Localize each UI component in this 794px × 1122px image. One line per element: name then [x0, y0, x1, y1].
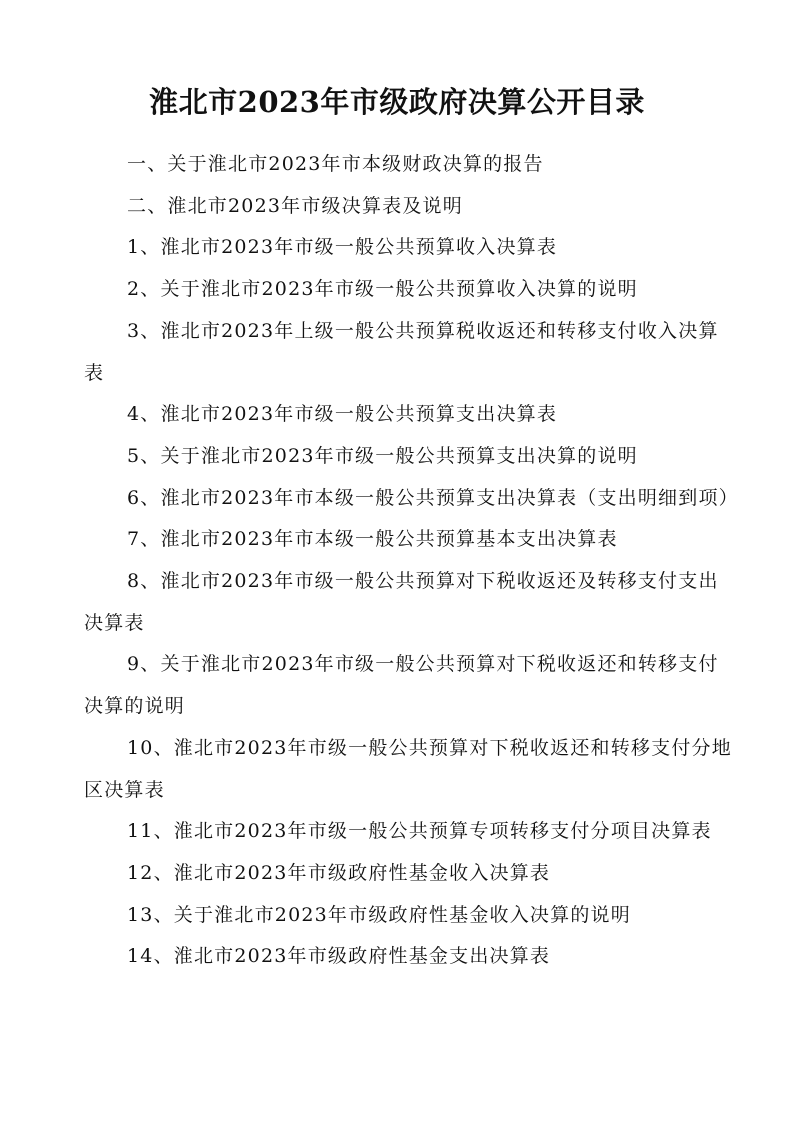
toc-item: 9、关于淮北市2023年市级一般公共预算对下税收返还和转移支付决算的说明 — [84, 653, 719, 718]
toc-item: 13、关于淮北市2023年市级政府性基金收入决算的说明 — [127, 903, 631, 926]
toc-item: 7、淮北市2023年市本级一般公共预算基本支出决算表 — [127, 528, 618, 551]
toc-item: 4、淮北市2023年市级一般公共预算支出决算表 — [127, 403, 558, 426]
table-of-contents — [84, 144, 739, 978]
toc-item: 6、淮北市2023年市本级一般公共预算支出决算表（支出明细到项） — [127, 486, 739, 509]
toc-item: 1、淮北市2023年市级一般公共预算收入决算表 — [127, 236, 558, 259]
toc-item: 12、淮北市2023年市级政府性基金收入决算表 — [127, 861, 551, 884]
toc-item: 二、淮北市2023年市级决算表及说明 — [127, 194, 463, 217]
toc-item: 10、淮北市2023年市级一般公共预算对下税收返还和转移支付分地区决算表 — [84, 736, 732, 801]
toc-item: 3、淮北市2023年上级一般公共预算税收返还和转移支付收入决算表 — [84, 319, 719, 384]
toc-item: 14、淮北市2023年市级政府性基金支出决算表 — [127, 945, 551, 968]
toc-item: 一、关于淮北市2023年市本级财政决算的报告 — [127, 153, 544, 175]
toc-item: 11、淮北市2023年市级一般公共预算专项转移支付分项目决算表 — [127, 820, 712, 843]
toc-item: 2、关于淮北市2023年市级一般公共预算收入决算的说明 — [127, 278, 638, 301]
toc-item: 5、关于淮北市2023年市级一般公共预算支出决算的说明 — [127, 444, 638, 467]
toc-item: 8、淮北市2023年市级一般公共预算对下税收返还及转移支付支出决算表 — [84, 570, 719, 634]
document-title: 淮北市2023年市级政府决算公开目录 — [149, 85, 645, 119]
